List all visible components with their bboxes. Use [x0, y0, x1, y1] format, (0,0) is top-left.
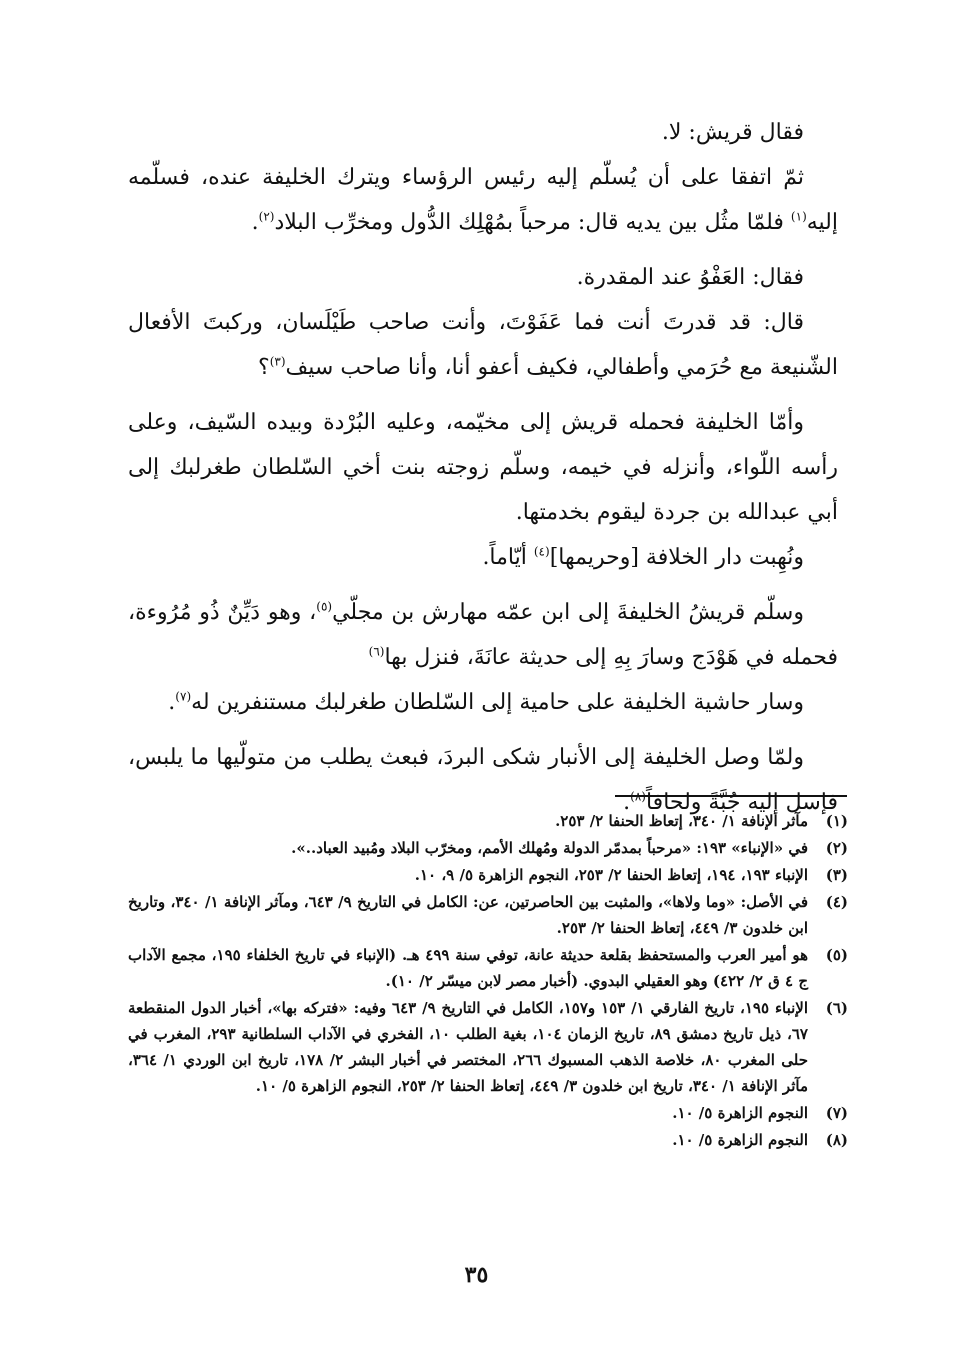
- paragraph-3: [128, 255, 838, 300]
- footnote-number: (٧): [825, 1104, 848, 1122]
- paragraph-text: ونُهِبت دار الخلافة [وحريمها]: [549, 545, 804, 570]
- footnote-text: النجوم الزاهرة ٥/ ١٠.: [672, 1104, 808, 1122]
- footnote-number: (٣): [825, 866, 848, 884]
- footnote-ref: (٦): [368, 644, 385, 659]
- paragraph-text: .: [251, 210, 259, 235]
- footnote-text: الإنباء ١٩٣، ١٩٤، إتعاظ الحنفا ٢/ ٢٥٣، النجوم الزاهرة ٥/ ٩، ١٠.: [414, 866, 808, 884]
- paragraph-text: ، وهو دَيِّنٌ ذُو مُرُوءة، فحمله في هَوْدَج وسارَ بِهِ إلى حديثة عانَةَ، فنزل بها: [128, 600, 838, 670]
- footnote-ref: (٧): [175, 689, 192, 704]
- page-number: ٣٥: [464, 1262, 489, 1288]
- footnote-number: (٥): [825, 946, 848, 964]
- paragraph-text: ؟: [258, 355, 270, 380]
- paragraph-5: [128, 400, 838, 535]
- paragraph-text: وسلّم قريشُ الخليفةَ إلى ابن عمّه مهارش بن مجلّي: [332, 600, 804, 625]
- footnote-ref: (٨): [630, 789, 646, 804]
- footnote-3: [128, 862, 848, 888]
- paragraph-text: قال: قد قدرتَ أنت فما عَفَوْتَ، وأنت صاحب طَيْلَسان، وركبتَ الأفعال الشّنيعة مع حُرَمي وأطفالي، فكيف أعفو أنا، وأنا صاحب سيف: [128, 310, 838, 380]
- footnote-text: مآثر الإنافة ١/ ٣٤٠، إتعاظ الحنفا ٢/ ٢٥٣.: [555, 812, 808, 830]
- footnote-ref: (٢): [258, 209, 275, 224]
- footnote-text: الإنباء ١٩٥، تاريخ الفارقي ١/ ١٥٣ و١٥٧، الكامل في التاريخ ٩/ ٦٤٣ وفيه: «فتركه بها»، أخبار الدول المنقطعة ٦٧، ذيل تاريخ دمشق ٨٩، تاريخ الزمان ١٠٤، بغية الطلب ١٠، الفخري في الآداب السلطانية ٢٩٣، المغرب في حلى المغرب ٨٠، خلاصة الذهب المسبوك ٢٦٦، المختصر في أخبار البشر ٢/ ١٧٨، تاريخ ابن الوردي ١/ ٣٦٤، مآثر الإنافة ١/ ٣٤٠، تاريخ ابن خلدون ٣/ ٤٤٩، إتعاظ الحنفا ٢/ ٢٥٣، النجوم الزاهرة ٥/ ١٠.: [128, 999, 809, 1095]
- footnote-text: هو أمير العرب والمستحفظ بقلعة حديثة عانة، توفي سنة ٤٩٩ هـ. (الإنباء في تاريخ الخلفاء ١٩٥، مجمع الآداب ج ٤ ق ٢/ ٤٢٢) وهو العقيلي البدوي. (أخبار مصر لابن ميسّر ٢/ ١٠).: [128, 946, 808, 990]
- main-text: [128, 110, 838, 825]
- paragraph-text: فقال: العَفْوُ عند المقدرة.: [576, 265, 804, 290]
- footnote-7: [128, 1100, 848, 1126]
- footnote-ref: (٤): [533, 544, 550, 559]
- footnote-divider: [615, 795, 847, 797]
- paragraph-7: [128, 590, 838, 680]
- paragraph-2: [128, 155, 838, 245]
- footnote-8: [128, 1127, 848, 1153]
- paragraph-text: ولمّا وصل الخليفة إلى الأنبار شكى البردَ، فبعث يطلب من متولّيها ما يلبس، فإسل إليه جُبَّةً ولحافاً: [128, 745, 838, 815]
- footnote-4: [128, 889, 848, 941]
- footnote-5: [128, 942, 848, 994]
- paragraph-8: [128, 680, 838, 725]
- paragraph-4: [128, 300, 838, 390]
- paragraph-text: .: [623, 790, 631, 815]
- footnote-number: (٢): [825, 839, 848, 857]
- footnote-ref: (٥): [316, 599, 333, 614]
- paragraph-text: .: [168, 690, 176, 715]
- footnote-number: (٨): [825, 1131, 848, 1149]
- footnote-1: [128, 808, 848, 834]
- footnote-number: (١): [825, 812, 848, 830]
- footnote-ref: (٣): [269, 354, 286, 369]
- paragraph-6: [128, 535, 838, 580]
- footnote-6: [128, 995, 848, 1099]
- footnote-2: [128, 835, 848, 861]
- footnote-text: في الأصل: «وما ولاها»، والمثبت بين الحاصرتين، عن: الكامل في التاريخ ٩/ ٦٤٣، ومآثر الإنافة ١/ ٣٤٠، وتاريخ ابن خلدون ٣/ ٤٤٩، إتعاظ الحنفا ٢/ ٢٥٣.: [128, 893, 809, 937]
- footnote-text: النجوم الزاهرة ٥/ ١٠.: [672, 1131, 808, 1149]
- footnote-number: (٤): [825, 893, 848, 911]
- footnote-ref: (١): [790, 209, 807, 224]
- paragraph-text: فلمّا مثُل بين يديه قال: مرحباً بمُهْلِك الدُّول ومخرِّب البلاد: [274, 210, 791, 235]
- paragraph-text: فقال قريش: لا.: [661, 120, 804, 145]
- footnotes-section: [128, 808, 848, 1154]
- paragraph-text: وسار حاشية الخليفة على حامية إلى السّلطان طغرلبك مستنفرين له: [191, 690, 804, 715]
- paragraph-1: [128, 110, 838, 155]
- paragraph-text: أيّاماً.: [482, 545, 534, 570]
- footnote-number: (٦): [825, 999, 848, 1017]
- paragraph-text: ثمّ اتفقا على أن يُسلّم إليه رئيس الرؤساء ويترك الخليفة عنده، فسلّمه إليه: [128, 165, 838, 235]
- footnote-text: في «الإنباء» ١٩٣: «مرحباً بمدمّر الدولة ومُهلك الأمم، ومخرّب البلاد ومُبيد العباد..».: [291, 839, 808, 857]
- paragraph-text: وأمّا الخليفة فحمله قريش إلى مخيّمه، وعليه البُرْدة وبيده السّيف، وعلى رأسه اللّواء، وأنزله في خيمه، وسلّم زوجته بنت أخي السّلطان طغرلبك إلى أبي عبدالله بن جردة ليقوم بخدمتها.: [128, 410, 838, 525]
